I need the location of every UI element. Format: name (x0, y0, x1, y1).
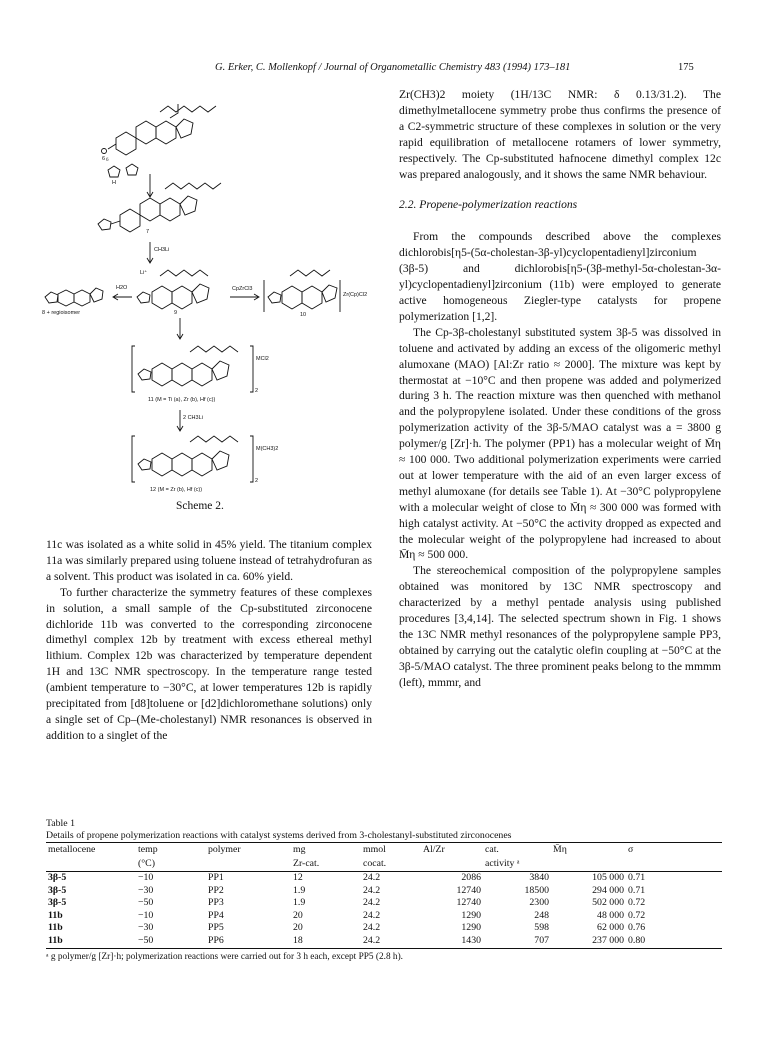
table-row (46, 935, 722, 948)
paragraph-r3: The Cp-3β-cholestanyl substituted system 3β-5 was dissolved in toluene and activated by adding an excess of the oligomeric methyl alumoxane (MAO) [Al:Zr ratio ≈ 2000]. The mixture was kept by thermostat at −10°C and then propene was added and polymerized during 3 h. The reaction mixture was then quenched with methanol and the polypropylene isolated. Under these conditions of the gross polymerization activity of the 3β-5/MAO catalyst was a = 3800 g polymer/g [Zr]·h. The polymer (PP1) has a molecular weight of M̄η ≈ 100 000. Two additional polymerization experiments were carried out at lower temperature with the aid of an even larger excess of methyl alumoxane (for details see Table 1). At −30°C polypropylene with a molecular weight of close to M̄η ≈ 300 000 was formed with high catalyst activity. At −50°C the activity dropped as expected and the molecular weight of the polypropylene had increased to about M̄η ≈ 500 000. (399, 325, 721, 562)
label-mch32: M(CH3)2 (256, 446, 279, 452)
table-cell: 0.80 (626, 935, 722, 948)
table-cell: 62 000 (597, 922, 624, 934)
table-label: Table 1 (46, 818, 75, 829)
table-header-row-units (46, 857, 722, 872)
compound-11 (132, 346, 253, 392)
table-cell: 18500 (524, 884, 549, 896)
table-cell: PP1 (208, 872, 224, 883)
table-cell: 237 000 (551, 935, 626, 948)
column-header: mg (291, 843, 361, 858)
label-nh: H (112, 180, 116, 186)
scheme-caption: Scheme 2. (176, 500, 224, 512)
journal-citation: G. Erker, C. Mollenkopf / Journal of Organometallic Chemistry 483 (1994) 173–181 (215, 62, 571, 73)
table-row (46, 885, 722, 898)
table-cell: 11b (46, 935, 136, 948)
column-header: mmol (361, 843, 421, 858)
paragraph-r1: Zr(CH3)2 moiety (1H/13C NMR: δ 0.13/31.2). The dimethylmetallocene symmetry probe thus confirms the presence of a C2-symmetric structure of these complexes in solution or the very rapid equilibration of metallocene rotamers of lower symmetry, respectively. The Cp-substituted hafnocene dimethyl complex 12c was prepared analogously, and it shows the same NMR behaviour. (399, 88, 721, 181)
table-row (46, 897, 722, 910)
table-cell: 2300 (529, 897, 549, 909)
column-header-unit: cocat. (361, 857, 421, 872)
table-cell: 0.76 (628, 922, 646, 934)
table-cell: PP5 (208, 922, 224, 934)
table-cell: 1.9 (293, 897, 306, 909)
scheme-2-drawing (40, 84, 385, 516)
reagent-pyrrolidine (108, 164, 138, 177)
table-cell: −10 (138, 909, 154, 921)
section-heading: 2.2. Propene-polymerization reactions (399, 198, 578, 212)
column-header-unit (626, 857, 722, 872)
table-cell: 20 (293, 909, 303, 921)
table-row (46, 872, 722, 885)
paragraph-r4: The stereochemical composition of the polypropylene samples obtained was monitored by 13C NMR spectroscopy and characterized by a methyl pentade analysis using published procedures [3,4,14]. The selected spectrum shown in Fig. 1 shows the 13C NMR methyl resonances of the polypropylene sample PP3, obtained by carrying out the catalytic olefin coupling at −50°C at the 3β-5/MAO catalyst. The three prominent peaks belong to the mmmm (left), mmmr, and (399, 564, 721, 689)
table-cell: 3840 (529, 872, 549, 883)
table-cell: −10 (138, 872, 154, 883)
svg-text:6: 6 (106, 158, 109, 163)
table-cell: 248 (534, 909, 549, 921)
table-cell: 24.2 (363, 922, 381, 934)
table-1 (46, 818, 722, 962)
column-header-unit: Zr-cat. (291, 857, 361, 872)
column-header: cat. (483, 843, 551, 858)
table-cell: −50 (136, 935, 206, 948)
right-column (399, 87, 721, 691)
page-number: 175 (678, 62, 694, 73)
label-12: 12 (M = Zr (b), Hf (c)) (150, 487, 203, 493)
table-cell: 18 (291, 935, 361, 948)
column-header: metallocene (46, 843, 136, 858)
label-7: 7 (146, 229, 150, 235)
paragraph-l2: To further characterize the symmetry features of these complexes in solution, a small sample of the Cp-substituted zirconocene dichloride 11b was converted to the corresponding zirconocene dimethyl complex 12b by treatment with excess ethereal methyl lithium. Complex 12b was characterized by temperature dependent 1H and 13C NMR spectroscopy. In the temperature range tested (ambient temperature to −30°C, at lower temperatures 12b is rapidly precipitated from [d8]toluene or [d2]dichloromethane solutions) only a single set of Cp–(Me-cholestanyl) NMR resonances is observed in addition to a singlet of the (46, 585, 372, 742)
paragraph-l1: 11c was isolated as a white solid in 45% yield. The titanium complex 11a was similarly prepared using toluene instead of tetrahydrofuran as a solvent. This product was isolated in ca. 60% yield. (46, 538, 372, 583)
table-cell: 24.2 (363, 909, 381, 921)
table-cell: 3β-5 (48, 872, 67, 883)
label-11: 11 (M = Ti (a), Zr (b), Hf (c)) (148, 397, 216, 403)
table-cell: −30 (138, 922, 154, 934)
table-cell: 12740 (456, 884, 481, 896)
table-cell: 1430 (421, 935, 483, 948)
label-h2o: H2O (116, 285, 128, 291)
label-ch3li: CH3Li (154, 247, 170, 253)
column-header: σ (626, 843, 722, 858)
table-cell: 12 (293, 872, 303, 883)
table-cell: PP6 (206, 935, 291, 948)
table-row (46, 922, 722, 935)
table-cell: 24.2 (363, 872, 381, 883)
table-body (46, 872, 722, 949)
table-cell: 11b (48, 909, 63, 921)
table-cell: PP2 (208, 884, 224, 896)
polymerization-table (46, 842, 722, 949)
column-header-unit (551, 857, 626, 872)
label-cpzrcl3: CpZrCl3 (232, 286, 253, 292)
compound-10 (264, 270, 340, 312)
table-cell: 2086 (461, 872, 481, 883)
label-zrcpcl2: Zr(Cp)Cl2 (343, 292, 368, 298)
table-cell: 48 000 (597, 909, 624, 921)
scheme-2-figure (40, 84, 385, 516)
table-cell: 12740 (456, 897, 481, 909)
left-column (46, 537, 372, 744)
table-cell: 707 (483, 935, 551, 948)
table-cell: 598 (534, 922, 549, 934)
label-mcl2: MCl2 (256, 356, 269, 362)
table-cell: 0.71 (628, 872, 646, 883)
table-cell: 1290 (461, 922, 481, 934)
column-header-unit: (°C) (136, 857, 206, 872)
table-header-row (46, 843, 722, 858)
table-cell: 1290 (461, 909, 481, 921)
label-8-regio: 8 + regioisomer (42, 310, 81, 316)
table-cell: −30 (138, 884, 154, 896)
label-sub2b: 2 (255, 478, 259, 484)
table-cell: 0.72 (628, 897, 646, 909)
table-cell: 105 000 (592, 872, 624, 883)
label-6: 6 (102, 156, 106, 162)
table-cell: 3β-5 (48, 897, 67, 909)
label-2ch3li: 2 CH3Li (183, 415, 203, 421)
label-sub2a: 2 (255, 388, 259, 394)
table-cell: PP3 (208, 897, 224, 909)
table-cell: 294 000 (592, 884, 624, 896)
column-header-unit (206, 857, 291, 872)
table-cell: 0.71 (628, 884, 646, 896)
steroid-7 (98, 183, 221, 232)
intermediate-9 (137, 270, 209, 309)
label-10: 10 (300, 312, 307, 318)
table-cell: PP4 (208, 909, 224, 921)
table-footnote: ᵃ g polymer/g [Zr]·h; polymerization reactions were carried out for 3 h each, except PP5 (2.8 h). (46, 951, 403, 962)
table-cell: 502 000 (592, 897, 624, 909)
column-header: M̄η (551, 843, 626, 858)
column-header-unit: activity ᵃ (483, 857, 551, 872)
label-li: Li⁺ (140, 270, 148, 276)
table-cell: −50 (138, 897, 154, 909)
running-header (0, 62, 768, 78)
table-cell: 24.2 (361, 935, 421, 948)
column-header-unit (46, 857, 136, 872)
steroid-6 (102, 104, 217, 155)
table-cell: 24.2 (363, 897, 381, 909)
table-cell: 20 (293, 922, 303, 934)
product-8 (45, 288, 103, 306)
label-9: 9 (174, 310, 178, 316)
column-header-unit (421, 857, 483, 872)
table-cell: 1.9 (293, 884, 306, 896)
table-cell: 24.2 (363, 884, 381, 896)
paragraph-r2: From the compounds described above the complexes dichlorobis[η5-(5α-cholestan-3β-yl)cyclopentadienyl]zirconium (3β-5) and dichlorobis[η5-(3β-methyl-5α-cholestan-3α-yl)cyclopentadienyl]zirconium (11b) were employed to generate active homogeneous Ziegler-type catalysts for propene polymerization [1,2]. (399, 230, 721, 323)
table-row (46, 910, 722, 923)
column-header: polymer (206, 843, 291, 858)
table-cell: 11b (48, 922, 63, 934)
compound-12 (132, 436, 253, 482)
column-header: Al/Zr (421, 843, 483, 858)
table-title: Details of propene polymerization reactions with catalyst systems derived from 3-cholestanyl-substituted zirconocenes (46, 830, 512, 841)
table-cell: 0.72 (628, 909, 646, 921)
column-header: temp (136, 843, 206, 858)
table-cell: 3β-5 (48, 884, 67, 896)
